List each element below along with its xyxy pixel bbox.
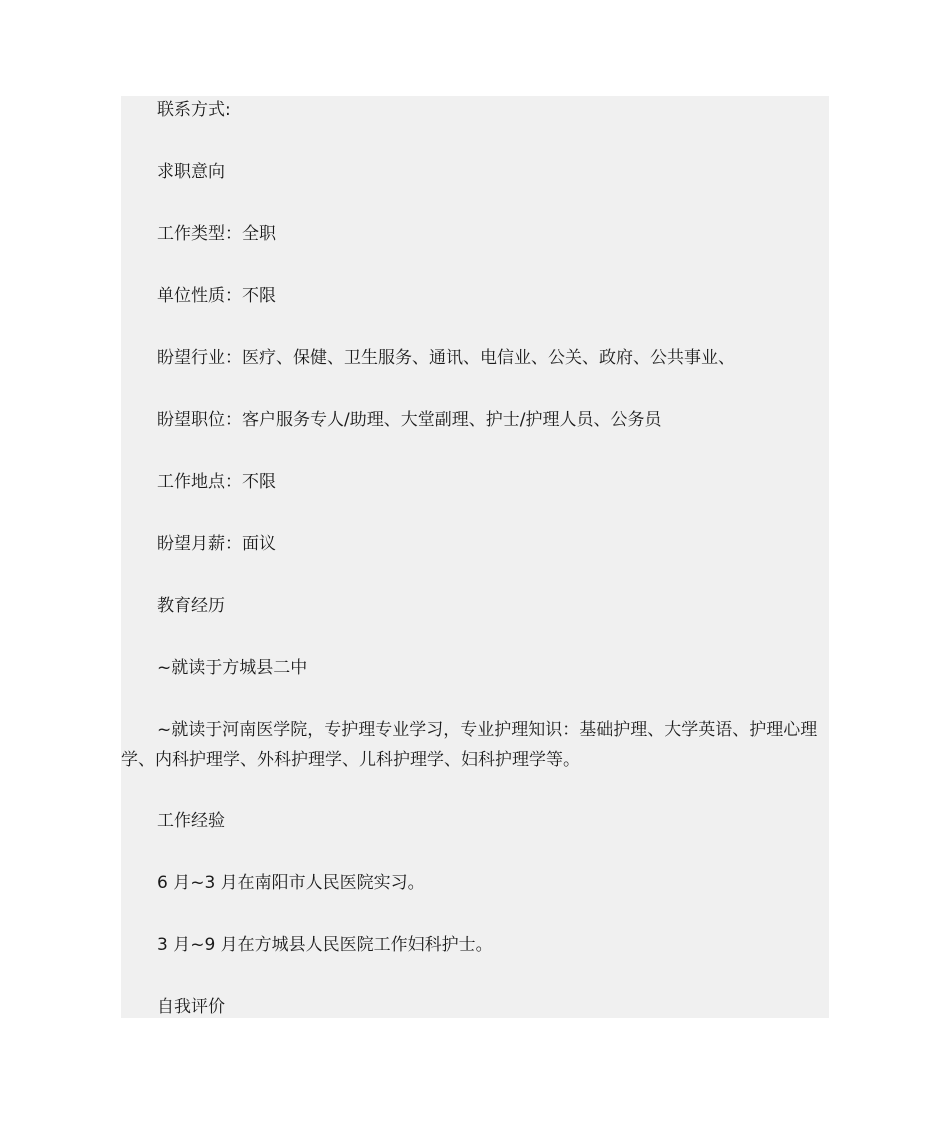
self-evaluation-heading-text: 自我评价 <box>157 997 225 1017</box>
desired-salary-text: 盼望月薪：面议 <box>157 534 276 554</box>
desired-industry-text: 盼望行业：医疗、保健、卫生服务、通讯、电信业、公关、政府、公共事业、 <box>157 348 735 368</box>
education-heading-text: 教育经历 <box>157 596 225 616</box>
education-item-text: ~就读于方城县二中 <box>157 658 308 678</box>
contact-heading-text: 联系方式: <box>157 100 231 120</box>
desired-position-text: 盼望职位：客户服务专人/助理、大堂副理、护士/护理人员、公务员 <box>157 410 662 430</box>
education-item-detail: ~就读于河南医学院，专护理专业学习，专业护理知识：基础护理、大学英语、护理心理学、内科护理学、外科护理学、儿科护理学、妇科护理学等。 <box>121 720 818 770</box>
employer-type-text: 单位性质：不限 <box>157 286 276 306</box>
work-experience-item-text: 6 月~3 月在南阳市人民医院实习。 <box>157 873 425 893</box>
work-experience-item-text: 3 月~9 月在方城县人民医院工作妇科护士。 <box>157 935 493 955</box>
work-location-text: 工作地点：不限 <box>157 472 276 492</box>
job-type-text: 工作类型：全职 <box>157 224 276 244</box>
resume-content <box>121 96 829 1018</box>
job-intention-heading-text: 求职意向 <box>157 162 225 182</box>
work-experience-heading-text: 工作经验 <box>157 811 225 831</box>
